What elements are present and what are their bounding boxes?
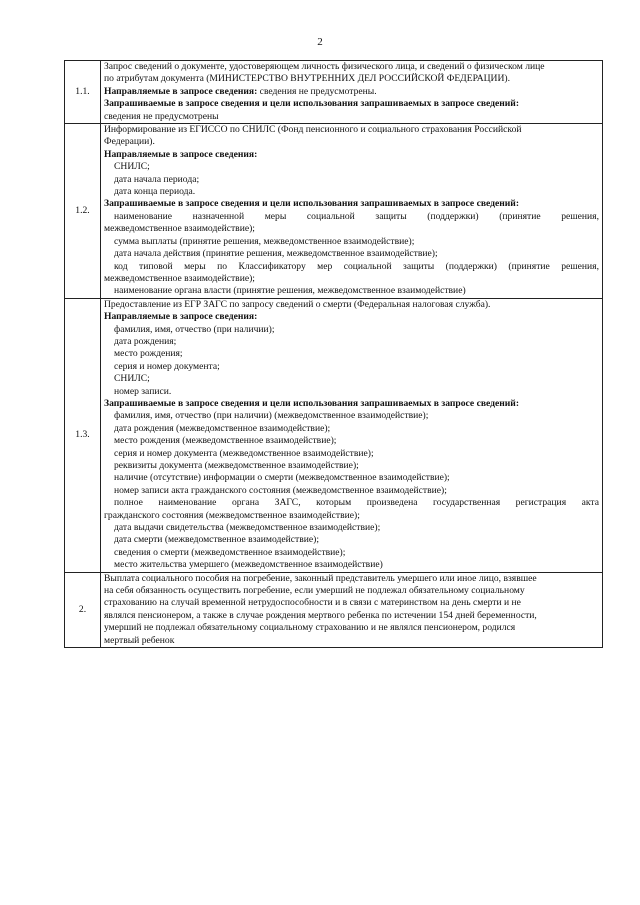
row-text-line: страхованию на случай временной нетрудоспособности и в связи с материнством на день смерти и не — [104, 597, 521, 609]
row-text-line: умерший не подлежал обязательному социальному страхованию и не являлся пенсионером, родился — [104, 622, 516, 634]
requested-item: межведомственное взаимодействие); — [104, 223, 255, 235]
row-content — [101, 298, 603, 572]
requested-item: сведения о смерти (межведомственное взаимодействие); — [114, 546, 346, 558]
table-row — [65, 61, 603, 124]
table-row — [65, 298, 603, 572]
requested-item: дата выдачи свидетельства (межведомственное взаимодействие); — [114, 522, 381, 534]
row-text-line: являлся пенсионером, а также в случае рождения мертвого ребенка по истечении 154 дней беременности, — [104, 609, 537, 621]
page-number: 2 — [317, 36, 323, 48]
sent-item: СНИЛС; — [114, 161, 150, 173]
row-text-line: по атрибутам документа (МИНИСТЕРСТВО ВНУТРЕННИХ ДЕЛ РОССИЙСКОЙ ФЕДЕРАЦИИ). — [104, 73, 510, 85]
sent-label: Направляемые в запросе сведения: — [104, 311, 258, 323]
sent-item: дата конца периода. — [114, 186, 196, 198]
requested-item: гражданского состояния (межведомственное взаимодействие); — [104, 509, 360, 521]
sent-item: серия и номер документа; — [114, 360, 220, 372]
row-text-line: мертвый ребенок — [104, 634, 175, 646]
requested-item: наличие (отсутствие) информации о смерти (межведомственное взаимодействие); — [114, 472, 450, 484]
requested-item: наименование органа власти (принятие решения, межведомственное взаимодействие) — [114, 285, 466, 297]
requested-item: код типовой меры по Классификатору мер социальной защиты (поддержки) (принятие решения, — [114, 260, 599, 272]
sent-label: Направляемые в запросе сведения: — [104, 85, 258, 97]
requested-item: межведомственное взаимодействие); — [104, 272, 255, 284]
table-row — [65, 572, 603, 647]
requested-label: Запрашиваемые в запросе сведения и цели использования запрашиваемых в запросе сведений: — [104, 198, 520, 210]
requested-label: Запрашиваемые в запросе сведения и цели использования запрашиваемых в запросе сведений: — [104, 397, 520, 409]
requested-label: Запрашиваемые в запросе сведения и цели использования запрашиваемых в запросе сведений: — [104, 98, 520, 110]
requested-item: реквизиты документа (межведомственное взаимодействие); — [114, 460, 359, 471]
row-number: 1.1. — [65, 61, 101, 124]
requested-item: дата смерти (межведомственное взаимодействие); — [114, 534, 319, 546]
row-content — [101, 61, 603, 124]
requested-item: фамилия, имя, отчество (при наличии) (межведомственное взаимодействие); — [114, 410, 429, 422]
requested-item: дата рождения (межведомственное взаимодействие); — [114, 422, 331, 434]
sent-value: сведения не предусмотрены. — [257, 85, 377, 97]
row-text-line: Федерации). — [104, 136, 155, 148]
requested-item: дата начала действия (принятие решения, межведомственное взаимодействие); — [114, 248, 438, 260]
sent-item: дата начала периода; — [114, 173, 200, 185]
row-text-line: Выплата социального пособия на погребение, законный представитель умершего или иное лицо, взявшее — [104, 572, 537, 584]
requested-item: наименование назначенной меры социальной защиты (поддержки) (принятие решения, — [114, 210, 599, 222]
requested-item: место жительства умершего (межведомственное взаимодействие) — [114, 559, 383, 571]
row-text-line: Информирование из ЕГИССО по СНИЛС (Фонд пенсионного и социального страхования Российской — [104, 124, 522, 136]
sent-label: Направляемые в запросе сведения: — [104, 148, 258, 160]
requested-item: номер записи акта гражданского состояния (межведомственное взаимодействие); — [114, 484, 447, 496]
table-row — [65, 124, 603, 299]
sent-item: фамилия, имя, отчество (при наличии); — [114, 323, 275, 335]
row-text-line: Запрос сведений о документе, удостоверяющем личность физического лица, и сведений о физическом лице — [104, 61, 545, 72]
sent-item: номер записи. — [114, 385, 172, 397]
requested-item: полное наименование органа ЗАГС, которым произведена государственная регистрация акта — [114, 497, 599, 509]
row-content — [101, 124, 603, 299]
row-content — [101, 572, 603, 647]
requested-item: серия и номер документа (межведомственное взаимодействие); — [114, 447, 374, 459]
sent-item: место рождения; — [114, 348, 183, 360]
sent-item: СНИЛС; — [114, 373, 150, 385]
row-number: 1.2. — [65, 124, 101, 299]
services-table — [64, 60, 603, 648]
sent-item: дата рождения; — [114, 335, 177, 347]
requested-value: сведения не предусмотрены — [104, 110, 219, 122]
row-text-line: Предоставление из ЕГР ЗАГС по запросу сведений о смерти (Федеральная налоговая служба). — [104, 298, 491, 310]
requested-item: место рождения (межведомственное взаимодействие); — [114, 435, 337, 447]
row-number: 1.3. — [65, 298, 101, 572]
requested-item: сумма выплаты (принятие решения, межведомственное взаимодействие); — [114, 235, 415, 247]
row-text-line: на себя обязанность осуществить погребение, если умерший не подлежал обязательному социальному — [104, 585, 525, 597]
row-number: 2. — [65, 572, 101, 647]
